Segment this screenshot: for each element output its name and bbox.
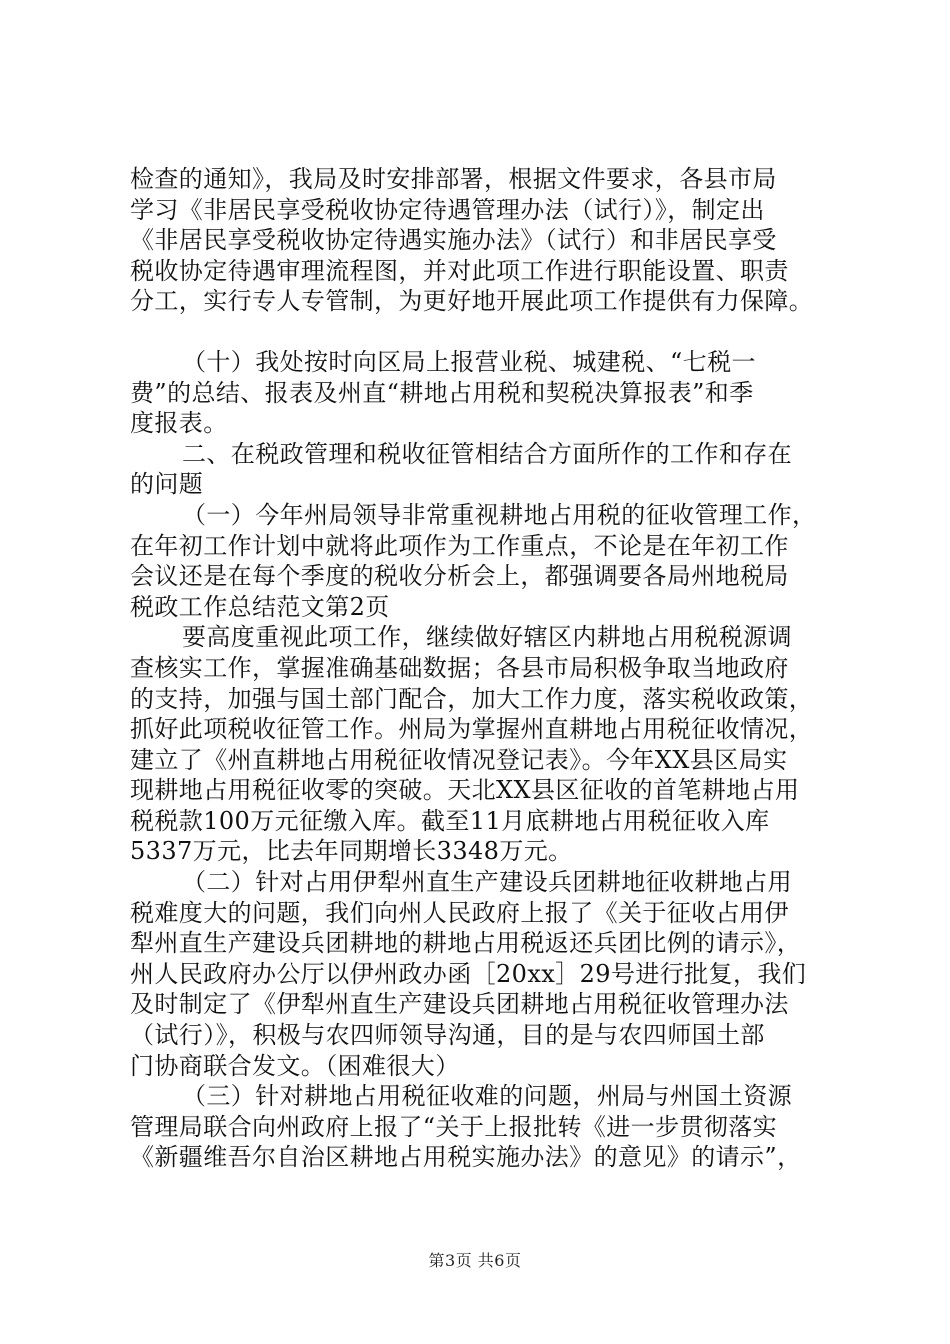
paragraph-6 [130, 867, 835, 1081]
text-line: 在年初工作计划中就将此项作为工作重点，不论是在年初工作 [130, 531, 789, 560]
text-line: 抓好此项税收征管工作。州局为掌握州直耕地占用税征收情况， [130, 715, 814, 744]
text-line: 要高度重视此项工作，继续做好辖区内耕地占用税税源调 [182, 623, 792, 652]
text-line: 犁州直生产建设兵团耕地的耕地占用税返还兵团比例的请示》， [130, 929, 802, 958]
text-line: 建立了《州直耕地占用税征收情况登记表》。今年XX县区局实 [130, 745, 788, 774]
text-line: 及时制定了《伊犁州直生产建设兵团耕地占用税征收管理办法 [130, 990, 789, 1019]
text-line: 查核实工作，掌握准确基础数据；各县市局积极争取当地政府 [130, 653, 789, 682]
text-line: （一）今年州局领导非常重视耕地占用税的征收管理工作， [182, 500, 817, 529]
paragraph-5 [130, 622, 835, 867]
document-body [130, 164, 835, 1173]
text-line: 税难度大的问题，我们向州人民政府上报了《关于征收占用伊 [130, 898, 789, 927]
text-line: （二）针对占用伊犁州直生产建设兵团耕地征收耕地占用 [182, 868, 792, 897]
text-line: 《新疆维吾尔自治区耕地占用税实施办法》的意见》的请示”， [130, 1143, 802, 1172]
text-line: 学习《非居民享受税收协定待遇管理办法（试行）》，制定出 [130, 195, 765, 224]
text-line: （试行）》，积极与农四师领导沟通，目的是与农四师国土部 [130, 1021, 765, 1050]
text-line: 州人民政府办公厅以伊州政办函［20xx］29号进行批复，我们 [130, 959, 807, 988]
text-line: 税税款100万元征缴入库。截至11月底耕地占用税征收入库 [130, 806, 770, 835]
paragraph-gap [130, 317, 835, 347]
text-line: 管理局联合向州政府上报了“关于上报批转《进一步贯彻落实 [130, 1112, 778, 1141]
text-line: 度报表。 [130, 409, 228, 438]
text-line: 费”的总结、报表及州直“耕地占用税和契税决算报表”和季 [130, 378, 754, 407]
text-line: 5337万元，比去年同期增长3348万元。 [130, 837, 573, 866]
text-line: 会议还是在每个季度的税收分析会上，都强调要各局州地税局 [130, 562, 789, 591]
paragraph-7 [130, 1081, 835, 1173]
text-line: 税政工作总结范文第2页 [130, 592, 390, 621]
section-heading-line: 二、在税政管理和税收征管相结合方面所作的工作和存在 [182, 439, 792, 468]
text-line: 门协商联合发文。（困难很大） [130, 1051, 460, 1080]
text-line: 的支持，加强与国土部门配合，加大工作力度，落实税收政策， [130, 684, 814, 713]
paragraph-1 [130, 164, 835, 317]
paragraph-3 [130, 439, 835, 500]
text-line: （十）我处按时向区局上报营业税、城建税、“七税一 [182, 347, 756, 376]
text-line: 税收协定待遇审理流程图，并对此项工作进行职能设置、职责 [130, 256, 789, 285]
text-line: 现耕地占用税征收零的突破。天北XX县区征收的首笔耕地占用 [130, 776, 800, 805]
page-number-label: 第3页 共6页 [428, 1251, 522, 1270]
text-line: （三）针对耕地占用税征收难的问题，州局与州国土资源 [182, 1082, 792, 1111]
text-line: 《非居民享受税收协定待遇实施办法》（试行）和非居民享受 [130, 226, 777, 255]
section-heading-line: 的问题 [130, 470, 204, 499]
text-line: 检查的通知》，我局及时安排部署，根据文件要求，各县市局 [130, 165, 777, 193]
page-footer [0, 1248, 950, 1271]
paragraph-2 [130, 347, 835, 439]
text-line: 分工，实行专人专管制，为更好地开展此项工作提供有力保障。 [130, 287, 814, 316]
paragraph-4 [130, 500, 835, 622]
